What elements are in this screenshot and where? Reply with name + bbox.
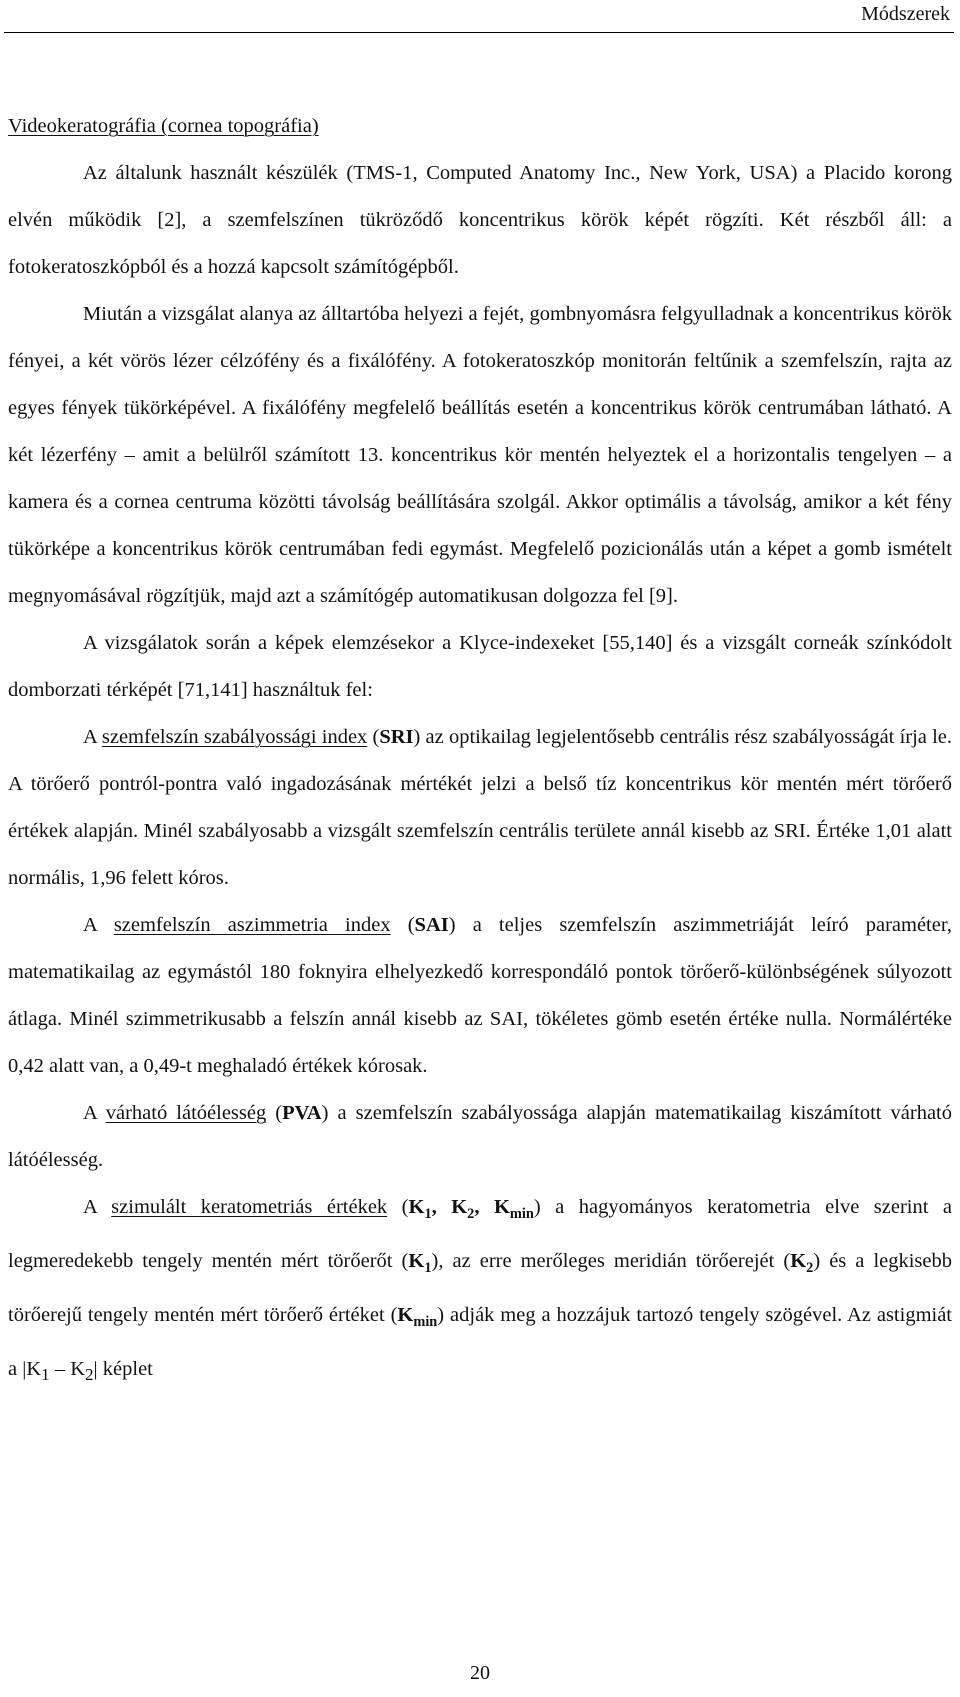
paragraph-sim-k: A szimulált keratometriás értékek ($K_1$, $K_2$, $K_{min}$) a hagyományos keratometria elve szerint a legmeredekebb tengely mentén mért törőerőt $(K_1)$, az erre merőleges meridián törőerejét $(K_2)$ és a legkisebb törőerejű tengely mentén mért törőerő értéket $(K_{min})$ adják meg a hozzájuk tartozó tengely szögével. Az astigmiát a $|K_1 - K_2|$ képlet [8,1196,953,1385]
paragraph-pva: A várható látóélesség (PVA) a szemfelszín szabályossága alapján matematikailag kiszámított várható látóélesség. [8,1102,952,1171]
paragraph-indices-intro: A vizsgálatok során a képek elemzésekor a Klyce-indexeket [55,140] és a vizsgált corneák színkódolt domborzati térképét [71,141] használtuk fel: [8,632,952,701]
k1-symbol: $K_1$ [408,1196,432,1223]
abbr-sai: SAI [414,914,449,936]
term-pva: várható látóélesség [105,1102,267,1124]
page-header [4,0,954,33]
abbr-pva: PVA [282,1102,322,1124]
paragraph-procedure: Miután a vizsgálat alanya az álltartóba helyezi a fejét, gombnyomásra felgyulladnak a koncentrikus körök fényei, a két vörös lézer célzófény és a fixálófény. A fotokeratoszkóp monitorán feltűnik a szemfelszín, rajta az egyes fények tükörképével. A fixálófény megfelelő beállítás esetén a koncentrikus körök centrumában látható. A két lézerfény – amit a belülről számított 13. koncentrikus kör mentén helyeztek el a horizontalis tengelyen – a kamera és a cornea centruma közötti távolság beállítására szolgál. Akkor optimális a távolság, amikor a két fény tükörképe a koncentrikus körök centrumában fedi egymást. Megfelelő pozicionálás után a képet a gomb ismételt megnyomásával rögzítjük, majd azt a számítógép automatikusan dolgozza fel [9]. [8,303,952,607]
paragraph-sai: A szemfelszín aszimmetria index (SAI) a teljes szemfelszín aszimmetriáját leíró paraméter, matematikailag az egymástól 180 foknyira elhelyezkedő korrespondáló pontok törőerő-különbségének súlyozott átlaga. Minél szimmetrikusabb a felszín annál kisebb az SAI, tökéletes gömb esetén értéke nulla. Normálértéke 0,42 alatt van, a 0,49-t meghaladó értékek kórosak. [8,914,952,1077]
kmin-symbol: $K_{min}$ [493,1196,534,1223]
term-sim-k: szimulált keratometriás értékek [111,1196,388,1218]
section-heading: Videokeratográfia (cornea topográfia) [8,115,319,137]
paragraph-sri: A szemfelszín szabályossági index (SRI) az optikailag legjelentősebb centrális rész szabályosságát írja le. A törőerő pontról-pontra való ingadozásának mértékét jelzi a belső tíz koncentrikus kör mentén mért törőerő értékek alapján. Minél szabályosabb a vizsgált szemfelszín centrális területe annál kisebb az SRI. Értéke 1,01 alatt normális, 1,96 felett kóros. [8,726,953,889]
term-sai: szemfelszín aszimmetria index [113,914,391,936]
header-title: Módszerek [861,3,950,25]
page-number: 20 [470,1662,490,1684]
term-sri: szemfelszín szabályossági index [101,726,368,748]
document-body [8,103,952,1398]
paragraph-device: Az általunk használt készülék (TMS-1, Computed Anatomy Inc., New York, USA) a Placido korong elvén működik [2], a szemfelszínen tükröződő koncentrikus körök képét rögzíti. Két részből áll: a fotokeratoszkópból és a hozzá kapcsolt számítógépből. [8,162,952,278]
k2-symbol: $K_2$ [451,1196,475,1223]
abbr-sri: SRI [379,726,414,748]
